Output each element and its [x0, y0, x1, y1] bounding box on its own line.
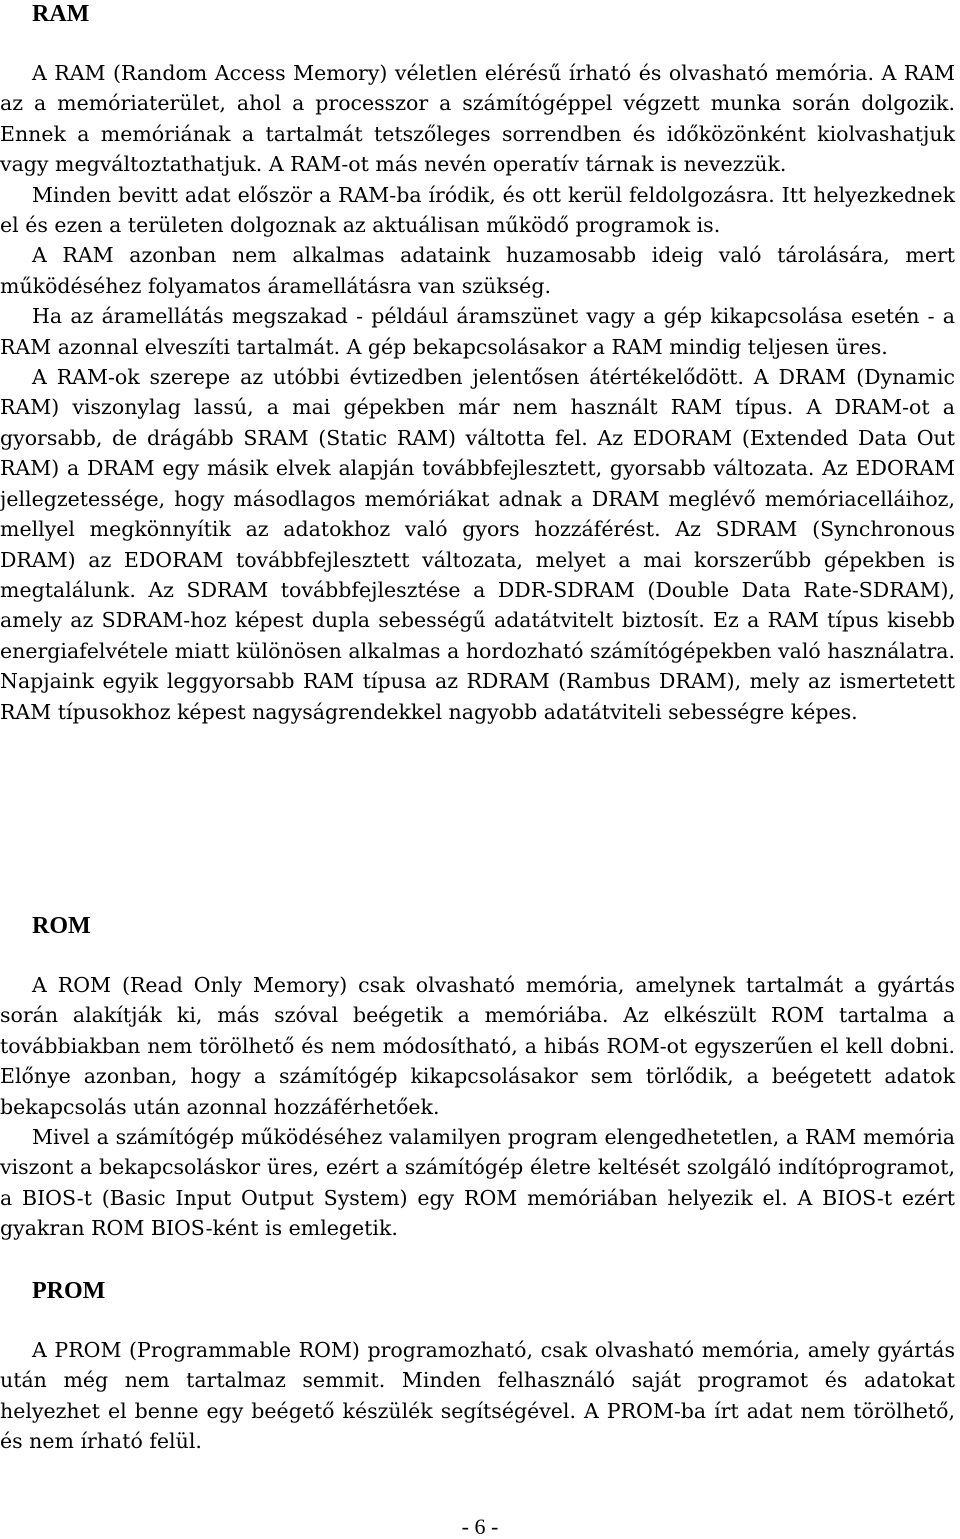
paragraph: A ROM (Read Only Memory) csak olvasható memória, amelynek tartalmát a gyártás során alakítják ki, más szóval beégetik a memóriába. Az elkészült ROM tartalma a továbbiakban nem törölhető és nem módosítható, a hibás ROM-ot egyszerűen el kell dobni. Előnye azonban, hogy a számítógép kikapcsolásakor sem törlődik, a beégetett adatok bekapcsolás után azonnal hozzáférhetőek.	[0, 973, 955, 1119]
paragraph: Ha az áramellátás megszakad - például áramszünet vagy a gép kikapcsolása esetén - a RAM azonnal elveszíti tartalmát. A gép bekapcsolásakor a RAM mindig teljesen üres.	[0, 304, 955, 359]
paragraph: A RAM azonban nem alkalmas adataink huzamosabb ideig való tárolására, mert működéséhez folyamatos áramellátásra van szükség.	[0, 243, 955, 298]
paragraph: A PROM (Programmable ROM) programozható, csak olvasható memória, amely gyártás után még nem tartalmaz semmit. Minden felhasználó saját programot és adatokat helyezhet el benne egy beégető készülék segítségével. A PROM-ba írt adat nem törölhető, és nem írható felül.	[0, 1338, 955, 1454]
section-heading-rom: ROM	[32, 913, 91, 939]
section-heading-ram: RAM	[32, 1, 90, 27]
paragraph: A RAM-ok szerepe az utóbbi évtizedben jelentősen átértékelődött. A DRAM (Dynamic RAM) viszonylag lassú, a mai gépekben már nem használt RAM típus. A DRAM-ot a gyorsabb, de drágább SRAM (Static RAM) váltotta fel. Az EDORAM (Extended Data Out RAM) a DRAM egy másik elvek alapján továbbfejlesztett, gyorsabb változata. Az EDORAM jellegzetessége, hogy másodlagos memóriákat adnak a DRAM meglévő memóriacelláihoz, mellyel megkönnyítik az adatokhoz való gyors hozzáférést. Az SDRAM (Synchronous DRAM) az EDORAM továbbfejlesztett változata, melyet a mai korszerűbb gépekben is megtalálunk. Az SDRAM továbbfejlesztése a DDR-SDRAM (Double Data Rate-SDRAM), amely az SDRAM-hoz képest dupla sebességű adatátvitelt biztosít. Ez a RAM típus kisebb energiafelvétele miatt különösen alkalmas a hordozható számítógépekben való használatra. Napjaink egyik leggyorsabb RAM típusa az RDRAM (Rambus DRAM), mely az ismertetett RAM típusokhoz képest nagyságrendekkel nagyobb adatátviteli sebességre képes.	[0, 365, 955, 724]
paragraph: Minden bevitt adat először a RAM-ba íródik, és ott kerül feldolgozásra. Itt helyezkednek el és ezen a területen dolgoznak az aktuálisan működő programok is.	[0, 182, 955, 238]
section-heading-prom: PROM	[32, 1278, 106, 1304]
section-body-rom	[0, 970, 955, 1244]
section-body-prom	[0, 1335, 955, 1457]
paragraph: Mivel a számítógép működéséhez valamilyen program elengedhetetlen, a RAM memória viszont a bekapcsoláskor üres, ezért a számítógép életre keltését szolgáló indítóprogramot, a BIOS-t (Basic Input Output System) egy ROM memóriában helyezik el. A BIOS-t ezért gyakran ROM BIOS-ként is emlegetik.	[0, 1125, 955, 1241]
paragraph: A RAM (Random Access Memory) véletlen elérésű írható és olvasható memória. A RAM az a memóriaterület, ahol a processzor a számítógéppel végzett munka során dolgozik. Ennek a memóriának a tartalmát tetszőleges sorrendben és időközönként kiolvashatjuk vagy megváltoztathatjuk. A RAM-ot más nevén operatív tárnak is nevezzük.	[0, 61, 955, 177]
page-number: - 6 -	[461, 1514, 499, 1539]
section-body-ram	[0, 58, 955, 727]
